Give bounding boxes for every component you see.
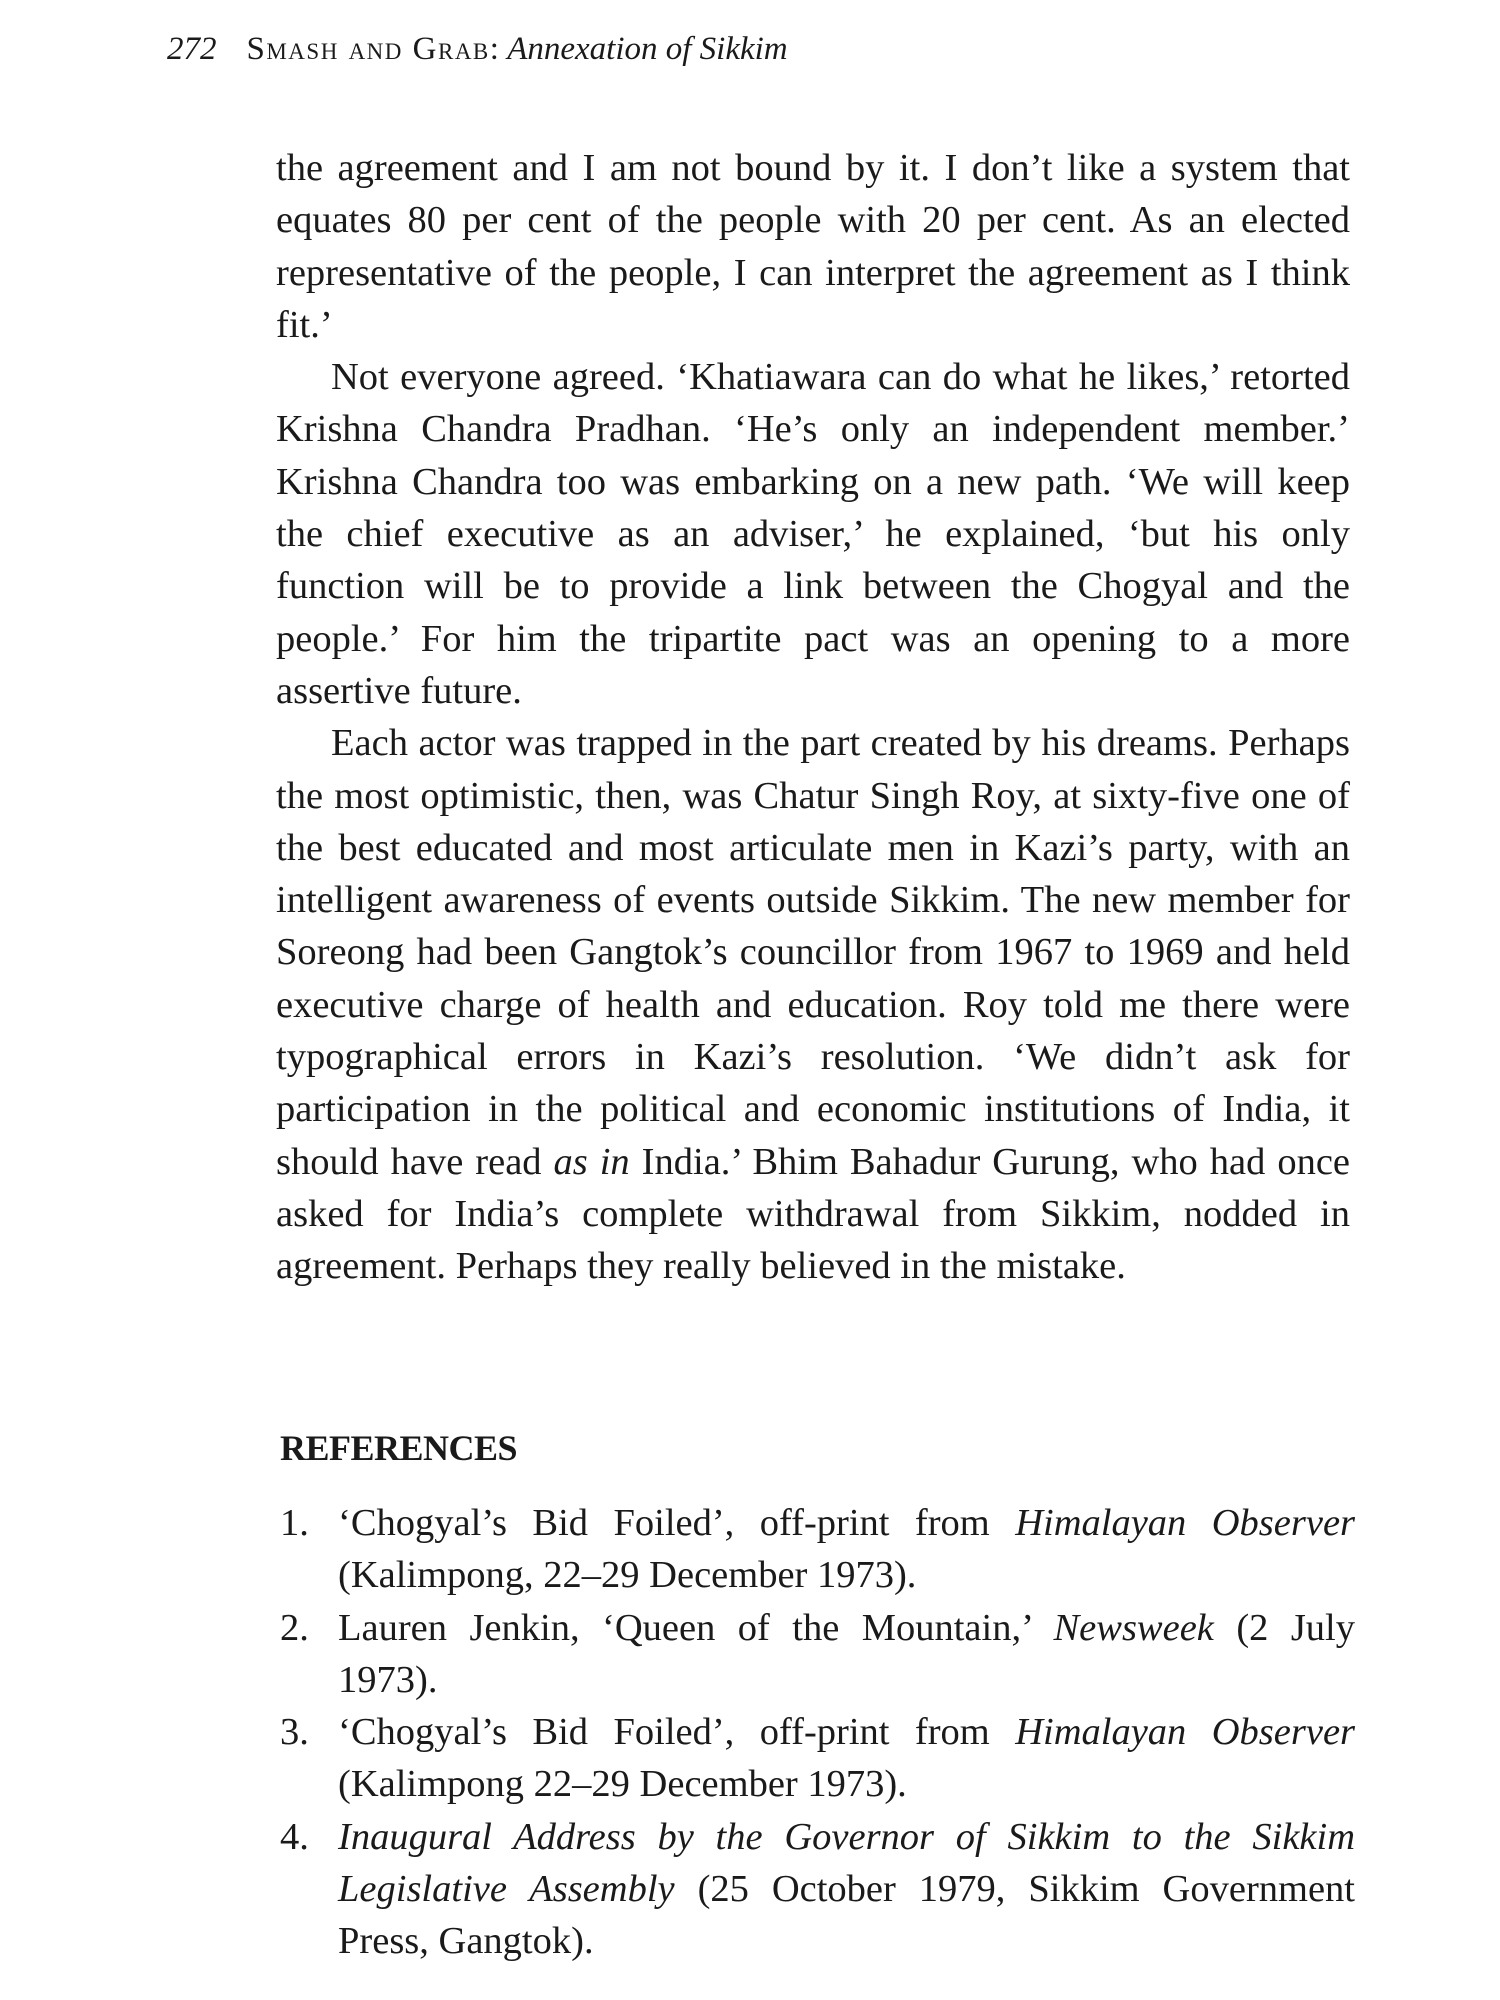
reference-item <box>280 1706 1355 1811</box>
paragraph-3-text-b: India.’ Bhim Bahadur Gurung, who had once asked for India’s complete withdrawal from Sikkim, nodded in agreement. Perhaps they really believed in the mistake. <box>276 1140 1351 1288</box>
reference-detail: (Kalimpong, 22–29 December 1973). <box>338 1554 917 1597</box>
reference-number: 2. <box>280 1606 309 1649</box>
reference-number: 4. <box>280 1815 309 1858</box>
reference-title: Himalayan Observer <box>1015 1502 1356 1544</box>
reference-item <box>280 1497 1355 1602</box>
reference-title: Newsweek <box>1053 1606 1214 1649</box>
page-number: 272 <box>167 31 217 67</box>
references-list <box>280 1497 1355 1968</box>
paragraph-2: Not everyone agreed. ‘Khatiawara can do what he likes,’ retorted Krishna Chandra Pradhan. ‘He’s only an independent member.’ Krishna Chandra too was embarking on a new path. ‘We will keep the chief executive as an adviser,’ he explained, ‘but his only function will be to provide a link between the Chogyal and the people.’ For him the tripartite pact was an opening to a more assertive future. <box>276 356 1350 712</box>
reference-number: 1. <box>280 1502 309 1544</box>
reference-title: Himalayan Observer <box>1015 1711 1356 1754</box>
reference-detail: (25 October 1979, Sikkim Government Press, Gangtok). <box>338 1868 1355 1963</box>
reference-item <box>280 1602 1355 1707</box>
reference-text: ‘Chogyal’s Bid Foiled’, off-print from <box>338 1711 990 1754</box>
reference-number: 3. <box>280 1711 309 1754</box>
paragraph-3-text-a: Each actor was trapped in the part created by his dreams. Perhaps the most optimistic, then, was Chatur Singh Roy, at sixty-five one of the best educated and most articulate men in Kazi’s party, with an intelligent awareness of events outside Sikkim. The new member for Soreong had been Gangtok’s councillor from 1967 to 1969 and held executive charge of health and education. Roy told me there were typographical errors in Kazi’s resolution. ‘We didn’t ask for participation in the political and economic institutions of India, it should have read <box>276 722 1350 1183</box>
book-title: Smash and Grab <box>246 31 490 67</box>
reference-detail: (2 July 1973). <box>338 1606 1355 1701</box>
reference-item <box>280 1811 1355 1968</box>
paragraph-3-emphasis: as in <box>553 1140 630 1183</box>
title-colon: : <box>489 31 508 67</box>
reference-title: Inaugural Address by the Governor of Sikkim to the Sikkim Legislative Assembly <box>338 1815 1355 1911</box>
running-head <box>167 24 1367 74</box>
reference-text: ‘Chogyal’s Bid Foiled’, off-print from <box>338 1502 990 1544</box>
references-heading: REFERENCES <box>280 1428 518 1468</box>
paragraph-3 <box>276 717 1350 1292</box>
body-text <box>276 142 1350 1293</box>
paragraph-1: the agreement and I am not bound by it. I don’t like a system that equates 80 per cent of the people with 20 per cent. As an elected representative of the people, I can interpret the agreement as I think fit.’ <box>276 147 1350 346</box>
reference-detail: (Kalimpong 22–29 December 1973). <box>338 1763 907 1806</box>
reference-text: Lauren Jenkin, ‘Queen of the Mountain,’ <box>338 1606 1032 1649</box>
book-subtitle: Annexation of Sikkim <box>507 31 788 67</box>
